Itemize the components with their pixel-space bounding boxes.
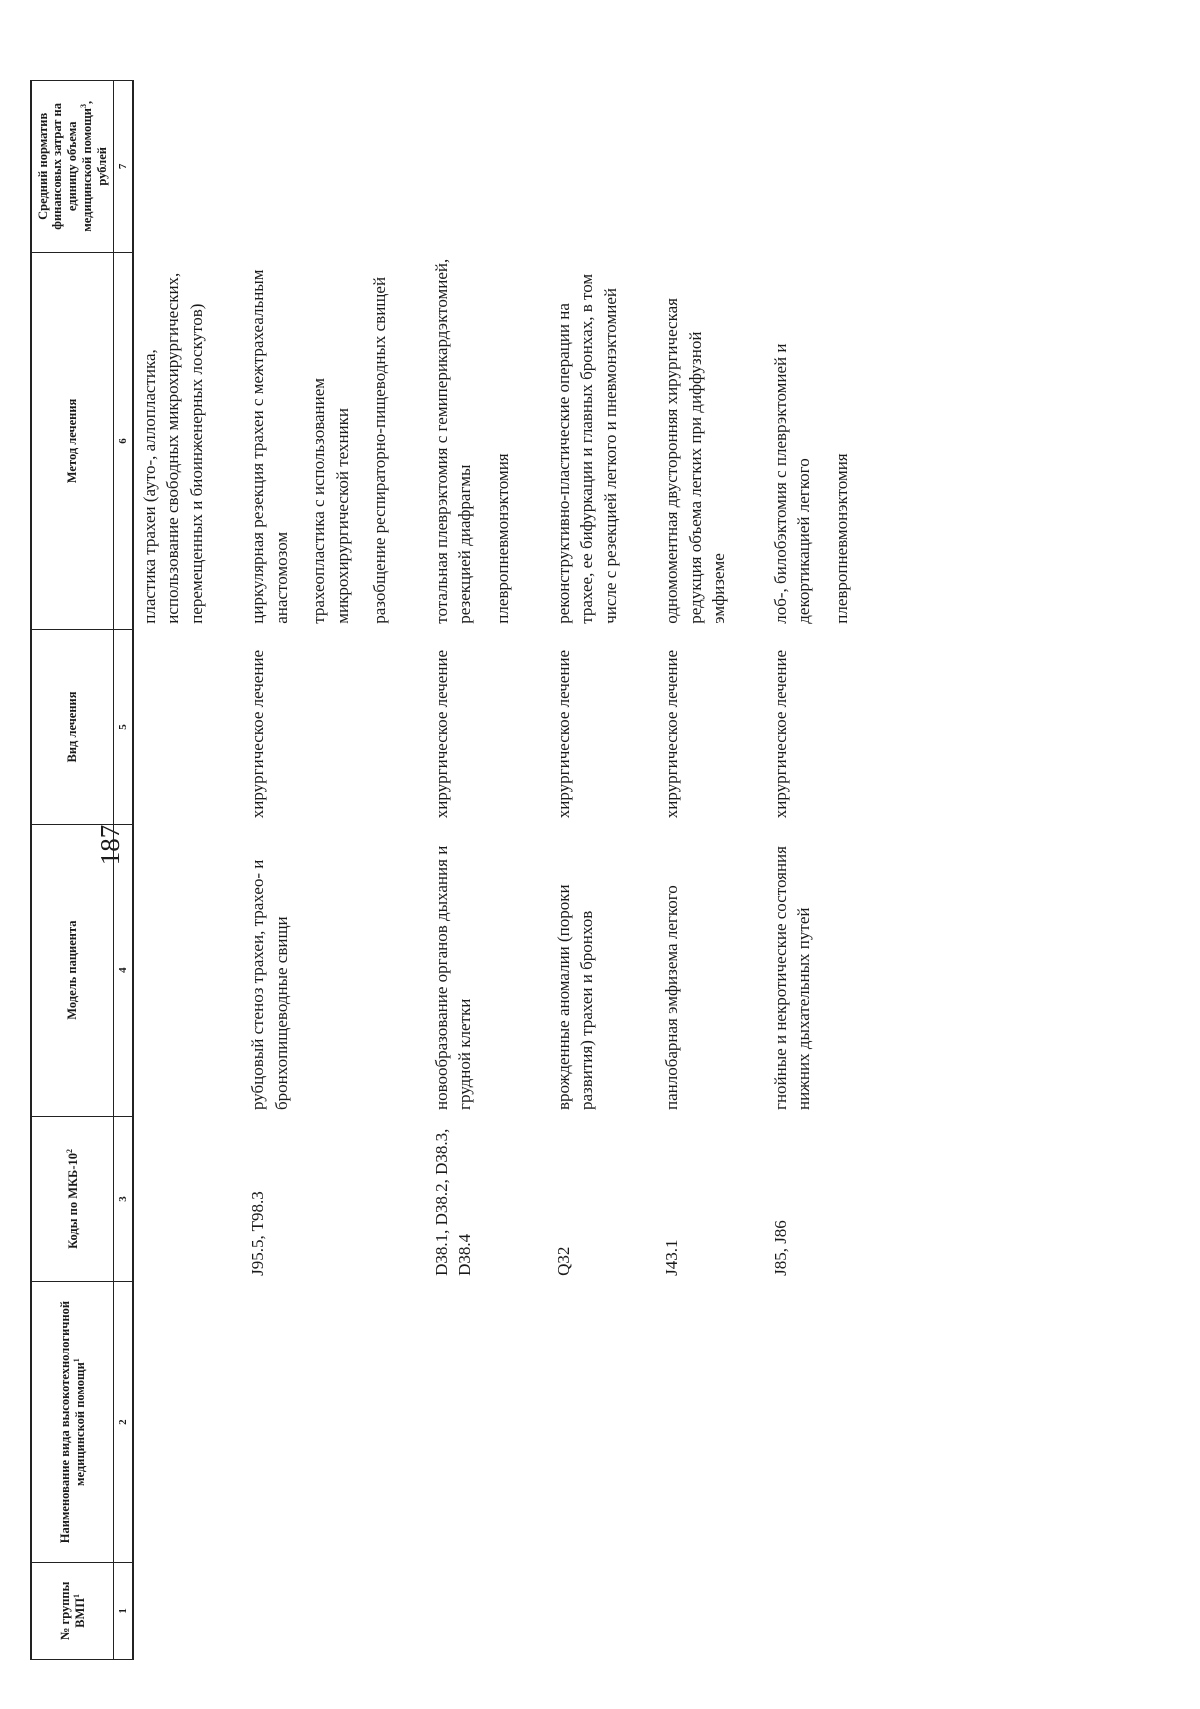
group-cell	[731, 1562, 853, 1659]
model-cell: панлобарная эмфизема легкого	[662, 885, 682, 1111]
column-number: 5	[114, 630, 134, 825]
method-cell	[514, 252, 622, 630]
model-cell: рубцовый стеноз трахеи, трахео- и бронхопищеводные свищи	[248, 859, 291, 1111]
method-entry: тотальная плеврэктомия с гемиперикардэктомией, резекцией диафрагмы	[431, 258, 475, 624]
treatment-type-cell: хирургическое лечение	[770, 649, 790, 819]
method-entry: пластика трахеи (ауто-, аллопластика, использование свободных микрохирургических, перемещенных и биоинженерных лоскутов)	[140, 272, 206, 624]
model-cell: новообразование органов дыхания и грудной клетки	[431, 845, 475, 1111]
table-row	[208, 81, 391, 1660]
column-number: 7	[114, 81, 134, 253]
table-row	[392, 81, 514, 1660]
vmp-name-cell	[622, 1282, 730, 1562]
header-col-2: Наименование вида высокотехнологичной медицинской помощи$^1$	[31, 1282, 114, 1562]
table-row	[514, 81, 622, 1660]
codes-cell: D38.1, D38.2, D38.3, D38.4	[431, 1128, 475, 1276]
method-cell	[133, 252, 208, 630]
method-entry: разобщение респираторно-пищеводных свищей	[370, 276, 390, 624]
column-number: 3	[114, 1116, 134, 1282]
column-number: 4	[114, 824, 134, 1116]
treatment-type-cell: хирургическое лечение	[248, 649, 268, 819]
header-col-4: Модель пациента	[31, 824, 114, 1116]
column-number: 1	[114, 1562, 134, 1659]
vmp-name-cell	[208, 1282, 391, 1562]
method-cell	[208, 252, 391, 630]
header-row	[31, 81, 114, 1660]
treatment-type-cell: хирургическое лечение	[554, 649, 574, 819]
codes-cell: Q32	[554, 1246, 574, 1276]
vmp-table	[30, 80, 853, 1660]
column-number: 2	[114, 1282, 134, 1562]
group-cell	[622, 1562, 730, 1659]
table-row	[133, 81, 208, 1660]
vmp-name-cell	[514, 1282, 622, 1562]
column-number: 6	[114, 252, 134, 630]
table-row	[731, 81, 853, 1660]
table-row	[622, 81, 730, 1660]
rotated-table-sheet	[30, 80, 1200, 1660]
vmp-name-cell	[133, 1282, 208, 1562]
model-cell	[133, 824, 208, 1116]
page-number: 187	[95, 824, 125, 866]
cost-cell	[622, 81, 730, 253]
header-col-3: Коды по МКБ-$10^2$	[31, 1116, 114, 1282]
header-col-6: Метод лечения	[31, 252, 114, 630]
codes-cell	[133, 1116, 208, 1282]
codes-cell: J95.5, T98.3	[248, 1191, 268, 1276]
group-cell	[133, 1562, 208, 1659]
cost-cell	[208, 81, 391, 253]
cost-cell	[392, 81, 514, 253]
header-col-7: Средний норматив финансовых затрат на единицу объема медицинской помощи$^3$, рублей	[31, 81, 114, 253]
cost-cell	[514, 81, 622, 253]
header-col-5: Вид лечения	[31, 630, 114, 825]
model-cell: врожденные аномалии (пороки развития) трахеи и бронхов	[554, 884, 597, 1111]
method-entry: трахеопластика с использованием микрохирургической техники	[309, 377, 352, 624]
header-col-1: № группы ВМП$^1$	[31, 1562, 114, 1659]
method-entry: реконструктивно-пластические операции на трахее, ее бифуркации и главных бронхах, в том числе с резекцией легкого и пневмонэктомией	[554, 273, 620, 624]
vmp-name-cell	[731, 1282, 853, 1562]
column-number-row	[114, 81, 134, 1660]
method-entry: циркулярная резекция трахеи с межтрахеальным анастомозом	[248, 269, 291, 624]
method-entry: одномоментная двусторонняя хирургическая редукция объема легких при диффузной эмфиземе	[662, 298, 729, 624]
method-entry: плевропневмонэктомия	[831, 453, 851, 624]
treatment-type-cell: хирургическое лечение	[431, 649, 451, 819]
group-cell	[514, 1562, 622, 1659]
codes-cell: J85, J86	[770, 1220, 790, 1276]
vmp-name-cell	[392, 1282, 514, 1562]
method-entry: плевропневмонэктомия	[492, 453, 512, 624]
cost-cell	[731, 81, 853, 253]
method-cell	[622, 252, 730, 630]
treatment-type-cell: хирургическое лечение	[662, 649, 682, 819]
method-entry: лоб-, билобэктомия с плеврэктомией и декортикацией легкого	[770, 343, 814, 624]
method-cell	[392, 252, 514, 630]
codes-cell: J43.1	[662, 1239, 682, 1276]
model-cell: гнойные и некротические состояния нижних дыхательных путей	[770, 846, 814, 1111]
group-cell	[208, 1562, 391, 1659]
cost-cell	[133, 81, 208, 253]
group-cell	[392, 1562, 514, 1659]
treatment-type-cell	[133, 630, 208, 825]
method-cell	[731, 252, 853, 630]
